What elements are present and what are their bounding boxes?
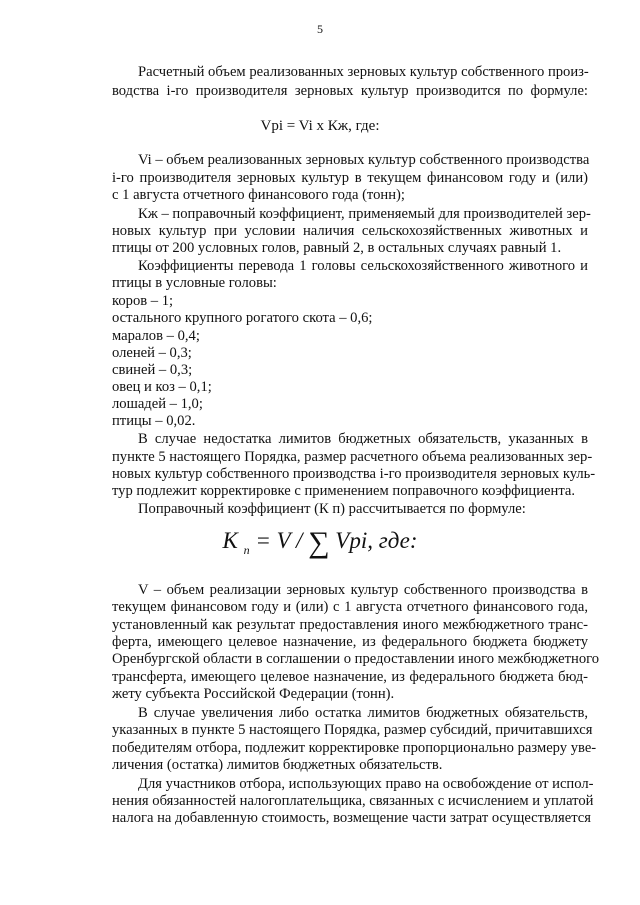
text-line: Коэффициенты перевода 1 головы сельскохозяйственного животного и (138, 258, 588, 274)
formula-eq: = V / (255, 528, 309, 553)
list-item: лошадей – 1,0; (112, 396, 203, 412)
text-line: Оренбургской области в соглашении о предоставлении иного межбюджетного (112, 651, 600, 667)
text-line: жету субъекта Российской Федерации (тонн). (112, 686, 395, 702)
text-line: налога на добавленную стоимость, возмещение части затрат осуществляется (112, 810, 591, 826)
text-line: личения (остатка) лимитов бюджетных обязательств. (112, 757, 443, 773)
text-line: установленный как результат предоставления иного межбюджетного транс- (112, 617, 588, 633)
page-number: 5 (317, 22, 323, 36)
text-line: с 1 августа отчетного финансового года (тонн); (112, 187, 405, 203)
text-line: V – объем реализации зерновых культур собственного производства в (138, 582, 588, 598)
formula-correction-coefficient (0, 526, 640, 560)
text-line: тур подлежит корректировке с применением поправочного коэффициента. (112, 483, 576, 499)
text-line: указанных в пункте 5 настоящего Порядка, размер субсидий, причитавшихся (112, 722, 593, 738)
text-line: Поправочный коэффициент (К п) рассчитывается по формуле: (138, 501, 526, 517)
list-item: маралов – 0,4; (112, 328, 200, 344)
text-line: птицы в условные головы: (112, 275, 277, 291)
formula-k: K (222, 528, 238, 553)
text-line: Vi – объем реализованных зерновых культур собственного производства (138, 152, 590, 168)
text-line: ферта, имеющего целевое назначение, из федерального бюджета бюджету (112, 634, 588, 650)
text-line: водства i-го производителя зерновых культур производится по формуле: (112, 83, 588, 99)
text-line: победителям отбора, подлежит корректировке пропорционально размеру уве- (112, 740, 597, 756)
text-line: Кж – поправочный коэффициент, применяемый для производителей зер- (138, 206, 591, 222)
text-line: В случае недостатка лимитов бюджетных обязательств, указанных в (138, 431, 588, 447)
formula-rest: Vpi, где: (335, 528, 418, 553)
text-line: Расчетный объем реализованных зерновых культур собственного произ- (138, 64, 589, 80)
list-item: птицы – 0,02. (112, 413, 196, 429)
text-line: текущем финансовом году и (или) с 1 августа отчетного финансового года, (112, 599, 588, 615)
list-item: остального крупного рогатого скота – 0,6; (112, 310, 373, 326)
text-line: В случае увеличения либо остатка лимитов бюджетных обязательств, (138, 705, 588, 721)
list-item: оленей – 0,3; (112, 345, 192, 361)
text-line: новых культур собственного производства i-го производителя зерновых куль- (112, 466, 596, 482)
text-line: птицы от 200 условных голов, равный 2, в остальных случаях равный 1. (112, 240, 562, 256)
formula-k-subscript: п (243, 543, 250, 557)
text-line: трансферта, имеющего целевое назначение, из федерального бюджета бюд- (112, 669, 588, 685)
list-item: свиней – 0,3; (112, 362, 193, 378)
text-line: нения обязанностей налогоплательщика, связанных с исчислением и уплатой (112, 793, 594, 809)
text-line: Для участников отбора, использующих право на освобождение от испол- (138, 776, 594, 792)
text-line: пункте 5 настоящего Порядка, размер расчетного объема реализованных зер- (112, 449, 593, 465)
text-line: новых культур при условии наличия сельскохозяйственных животных и (112, 223, 588, 239)
list-item: коров – 1; (112, 293, 174, 309)
formula-vpi: Vpi = Vi х Кж, где: (260, 118, 380, 134)
sum-symbol: ∑ (308, 526, 330, 559)
list-item: овец и коз – 0,1; (112, 379, 212, 395)
text-line: i-го производителя зерновых культур в текущем финансовом году и (или) (112, 170, 588, 186)
